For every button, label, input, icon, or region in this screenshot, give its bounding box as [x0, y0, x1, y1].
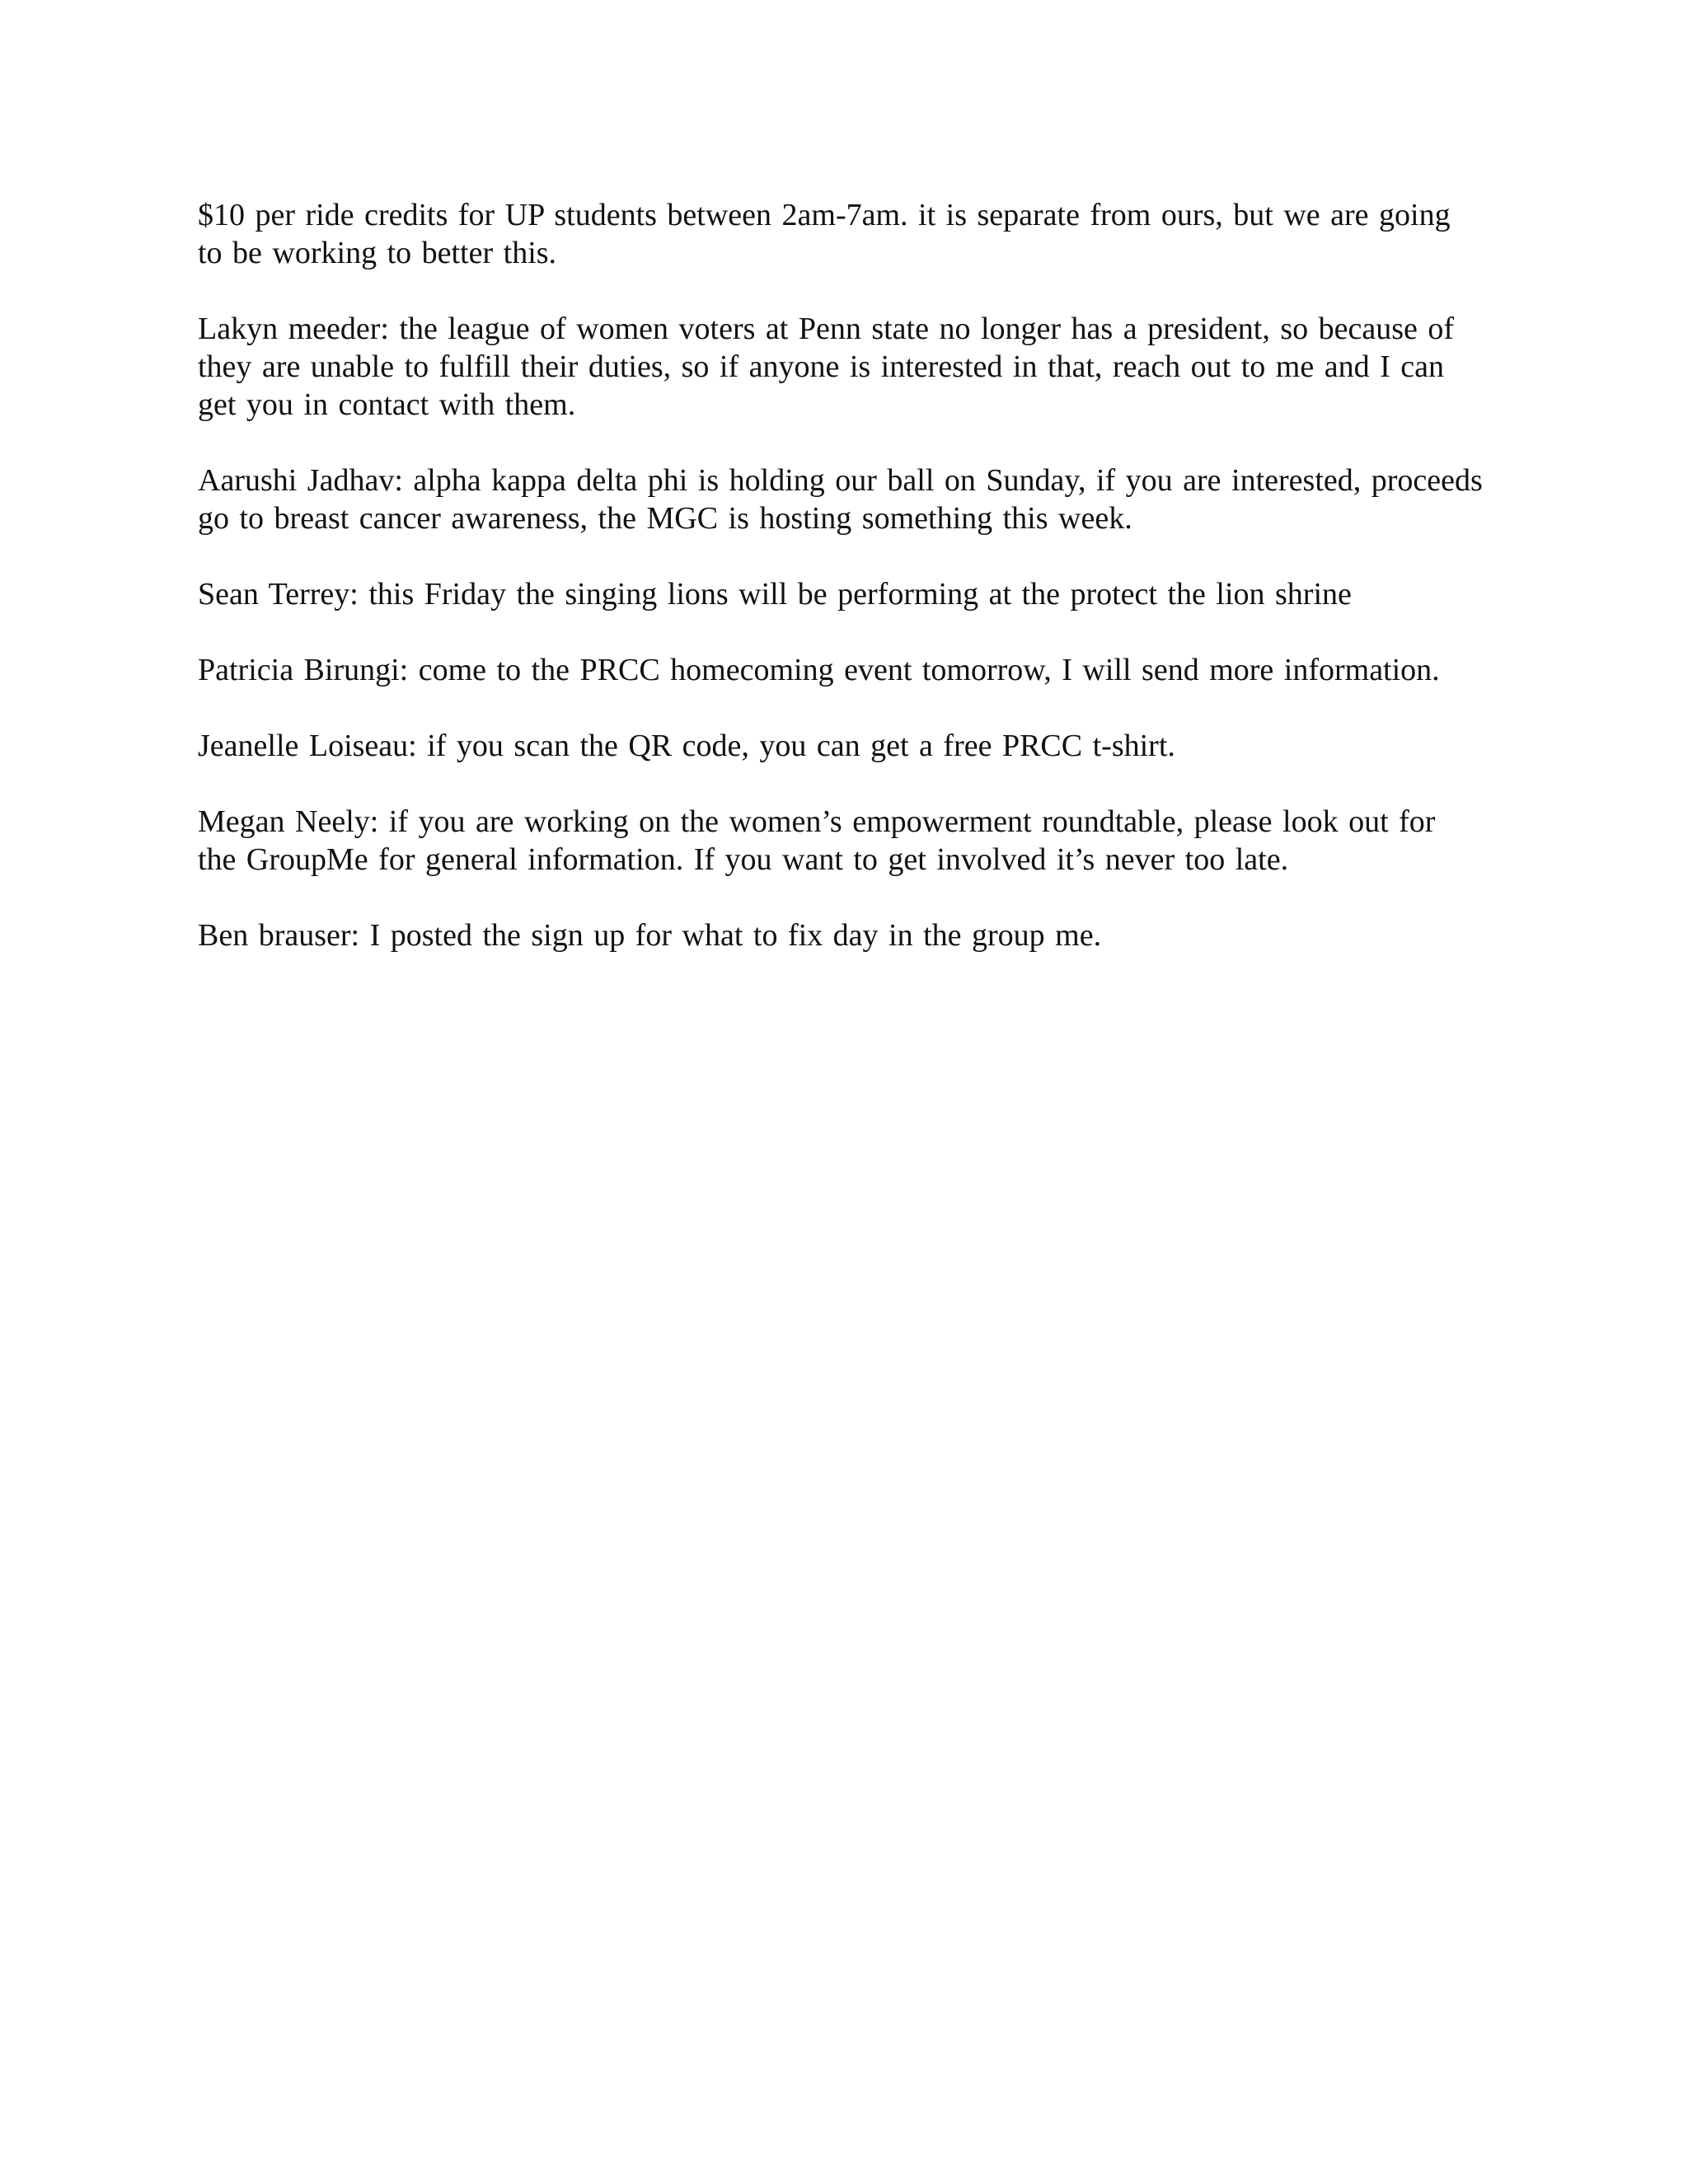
- document-body: [198, 196, 1484, 992]
- paragraph-megan-neely: Megan Neely: if you are working on the women’s empowerment roundtable, please look out for the GroupMe for general information. If you want to get involved it’s never too late.: [198, 804, 1436, 877]
- paragraph-ben-brauser: Ben brauser: I posted the sign up for what to fix day in the group me.: [198, 918, 1102, 953]
- paragraph-ride-credits: $10 per ride credits for UP students between 2am-7am. it is separate from ours, but we are going to be working to better this.: [198, 198, 1451, 270]
- paragraph-sean-terrey: Sean Terrey: this Friday the singing lions will be performing at the protect the lion shrine: [198, 577, 1352, 612]
- paragraph-aarushi-jadhav: Aarushi Jadhav: alpha kappa delta phi is holding our ball on Sunday, if you are interested, proceeds go to breast cancer awareness, the MGC is hosting something this week.: [198, 463, 1483, 536]
- paragraph-patricia-birungi: Patricia Birungi: come to the PRCC homecoming event tomorrow, I will send more information.: [198, 653, 1440, 687]
- paragraph-lakyn-meeder: Lakyn meeder: the league of women voters at Penn state no longer has a president, so because of they are unable to fulfill their duties, so if anyone is interested in that, reach out to me and I can get you in contact with them.: [198, 312, 1455, 422]
- paragraph-jeanelle-loiseau: Jeanelle Loiseau: if you scan the QR code, you can get a free PRCC t-shirt.: [198, 729, 1175, 763]
